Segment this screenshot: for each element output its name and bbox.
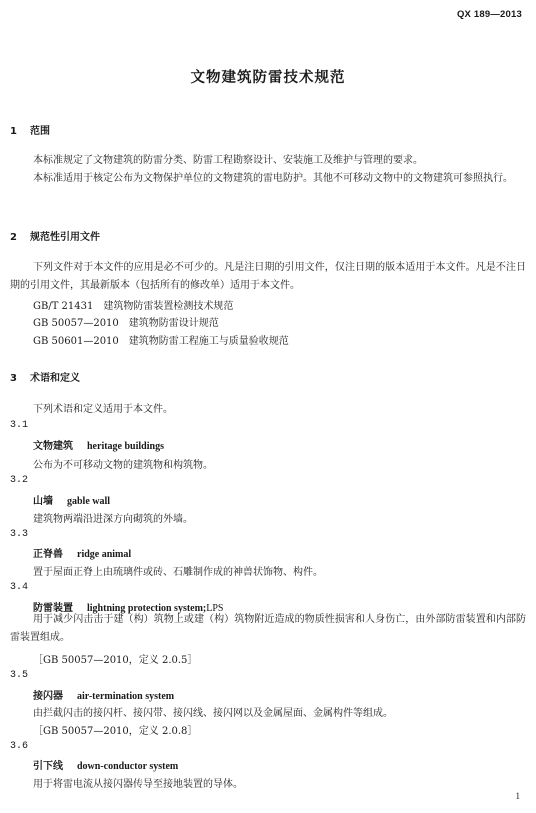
section-title: 范围 [30,126,50,137]
term-en: lightning protection system; [87,603,207,614]
term-abbreviation: LPS [206,603,224,614]
section-1-heading [10,122,50,137]
term-definition: 用于将雷电流从接闪器传导至接地装置的导体。 [33,779,243,790]
term-number: 3.1 [10,420,29,431]
term-en: heritage buildings [87,441,164,452]
section-number: 3 [10,373,17,384]
page-number: 1 [515,791,520,801]
term-zh: 山墙 [33,496,53,507]
term-en: down-conductor system [77,761,179,772]
term-heading [33,492,110,507]
reference-item: GB 50601—2010 建筑物防雷工程施工与质量验收规范 [33,336,289,347]
term-definition: 用于减少闪击击于建（构）筑物上或建（构）筑物附近造成的物质性损害和人身伤亡，由外部防雷装置和内部防雷装置组成。 [10,614,526,643]
term-definition: 公布为不可移动文物的建筑物和构筑物。 [33,460,213,471]
term-source: ［GB 50057—2010，定义 2.0.5］ [33,655,198,666]
term-heading [33,687,174,702]
term-heading [33,757,178,772]
section-number: 1 [10,126,17,137]
term-number: 3.4 [10,582,29,593]
term-number: 3.3 [10,529,29,540]
term-number: 3.2 [10,475,29,486]
term-number: 3.6 [10,741,29,752]
paragraph: 本标准规定了文物建筑的防雷分类、防雷工程勘察设计、安装施工及维护与管理的要求。 [33,155,423,166]
section-2-heading [10,228,100,243]
reference-item: GB 50057—2010 建筑物防雷设计规范 [33,318,219,329]
section-number: 2 [10,232,17,243]
term-zh: 防雷装置 [33,603,73,614]
term-zh: 正脊兽 [33,549,63,560]
document-title: 文物建筑防雷技术规范 [190,70,346,86]
term-source: ［GB 50057—2010，定义 2.0.8］ [33,726,198,737]
term-definition: 由拦截闪击的接闪杆、接闪带、接闪线、接闪网以及金属屋面、金属构件等组成。 [33,708,393,719]
section-title: 规范性引用文件 [30,232,100,243]
paragraph: 本标准适用于核定公布为文物保护单位的文物建筑的雷电防护。其他不可移动文物中的文物建筑可参照执行。 [33,173,513,184]
section-title: 术语和定义 [30,373,80,384]
term-en: air-termination system [77,691,175,702]
term-definition: 建筑物两端沿进深方向砌筑的外墙。 [33,514,193,525]
term-definition: 置于屋面正脊上由琉璃件或砖、石雕制作成的神兽状饰物、构件。 [33,567,323,578]
paragraph: 下列文件对于本文件的应用是必不可少的。凡是注日期的引用文件，仅注日期的版本适用于本文件。凡是不注日期的引用文件，其最新版本（包括所有的修改单）适用于本文件。 [10,262,526,291]
paragraph: 下列术语和定义适用于本文件。 [33,404,173,415]
reference-item: GB/T 21431 建筑物防雷装置检测技术规范 [33,301,234,312]
term-zh: 引下线 [33,761,63,772]
standard-code: QX 189—2013 [456,9,522,20]
term-zh: 接闪器 [33,691,63,702]
term-en: ridge animal [77,549,132,560]
term-heading [33,437,164,452]
term-number: 3.5 [10,670,29,681]
term-en: gable wall [67,496,111,507]
term-zh: 文物建筑 [33,441,73,452]
term-heading [33,545,131,560]
section-3-heading [10,369,80,384]
